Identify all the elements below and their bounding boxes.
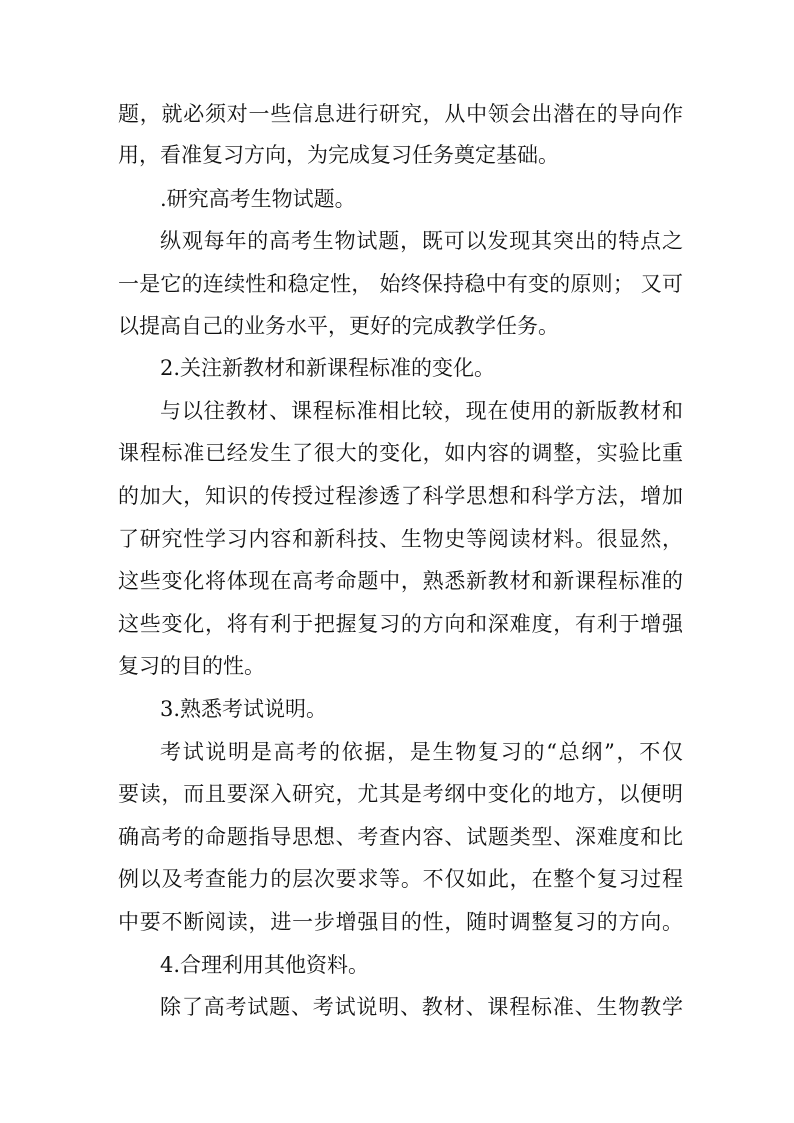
body-line: 这些变化将体现在高考命题中，熟悉新教材和新课程标准的 — [118, 569, 683, 593]
body-line: 用，看准复习方向，为完成复习任务奠定基础。 — [118, 143, 559, 167]
section-heading: 2.关注新教材和新课程标准的变化。 — [160, 356, 496, 380]
body-line: 的加大，知识的传授过程渗透了科学思想和科学方法，增加 — [118, 484, 683, 508]
body-line: 了研究性学习内容和新科技、生物史等阅读材料。很显然， — [118, 527, 683, 551]
body-line: 题，就必须对一些信息进行研究，从中领会出潜在的导向作 — [118, 102, 683, 126]
section-heading: .研究高考生物试题。 — [160, 187, 356, 211]
body-line: 中要不断阅读，进一步增强目的性，随时调整复习的方向。 — [118, 910, 683, 934]
body-line: 要读，而且要深入研究，尤其是考纲中变化的地方，以便明 — [118, 782, 683, 806]
section-heading: 4.合理利用其他资料。 — [160, 953, 370, 977]
body-line: 与以往教材、课程标准相比较，现在使用的新版教材和 — [160, 399, 683, 423]
section-heading: 3.熟悉考试说明。 — [160, 697, 328, 721]
body-line: 例以及考查能力的层次要求等。不仅如此，在整个复习过程 — [118, 867, 683, 891]
body-line: 以提高自己的业务水平，更好的完成教学任务。 — [118, 314, 559, 338]
body-line: 课程标准已经发生了很大的变化，如内容的调整，实验比重 — [118, 441, 683, 465]
body-line: 除了高考试题、考试说明、教材、课程标准、生物教学 — [160, 995, 683, 1019]
body-line: 考试说明是高考的依据，是生物复习的“总纲”，不仅 — [160, 740, 683, 764]
body-line: 一是它的连续性和稳定性， 始终保持稳中有变的原则； 又可 — [118, 272, 683, 296]
body-line: 确高考的命题指导思想、考查内容、试题类型、深难度和比 — [118, 825, 683, 849]
body-line: 复习的目的性。 — [118, 654, 265, 678]
body-line: 这些变化，将有利于把握复习的方向和深难度，有利于增强 — [118, 612, 683, 636]
body-line: 纵观每年的高考生物试题，既可以发现其突出的特点之 — [160, 229, 683, 253]
